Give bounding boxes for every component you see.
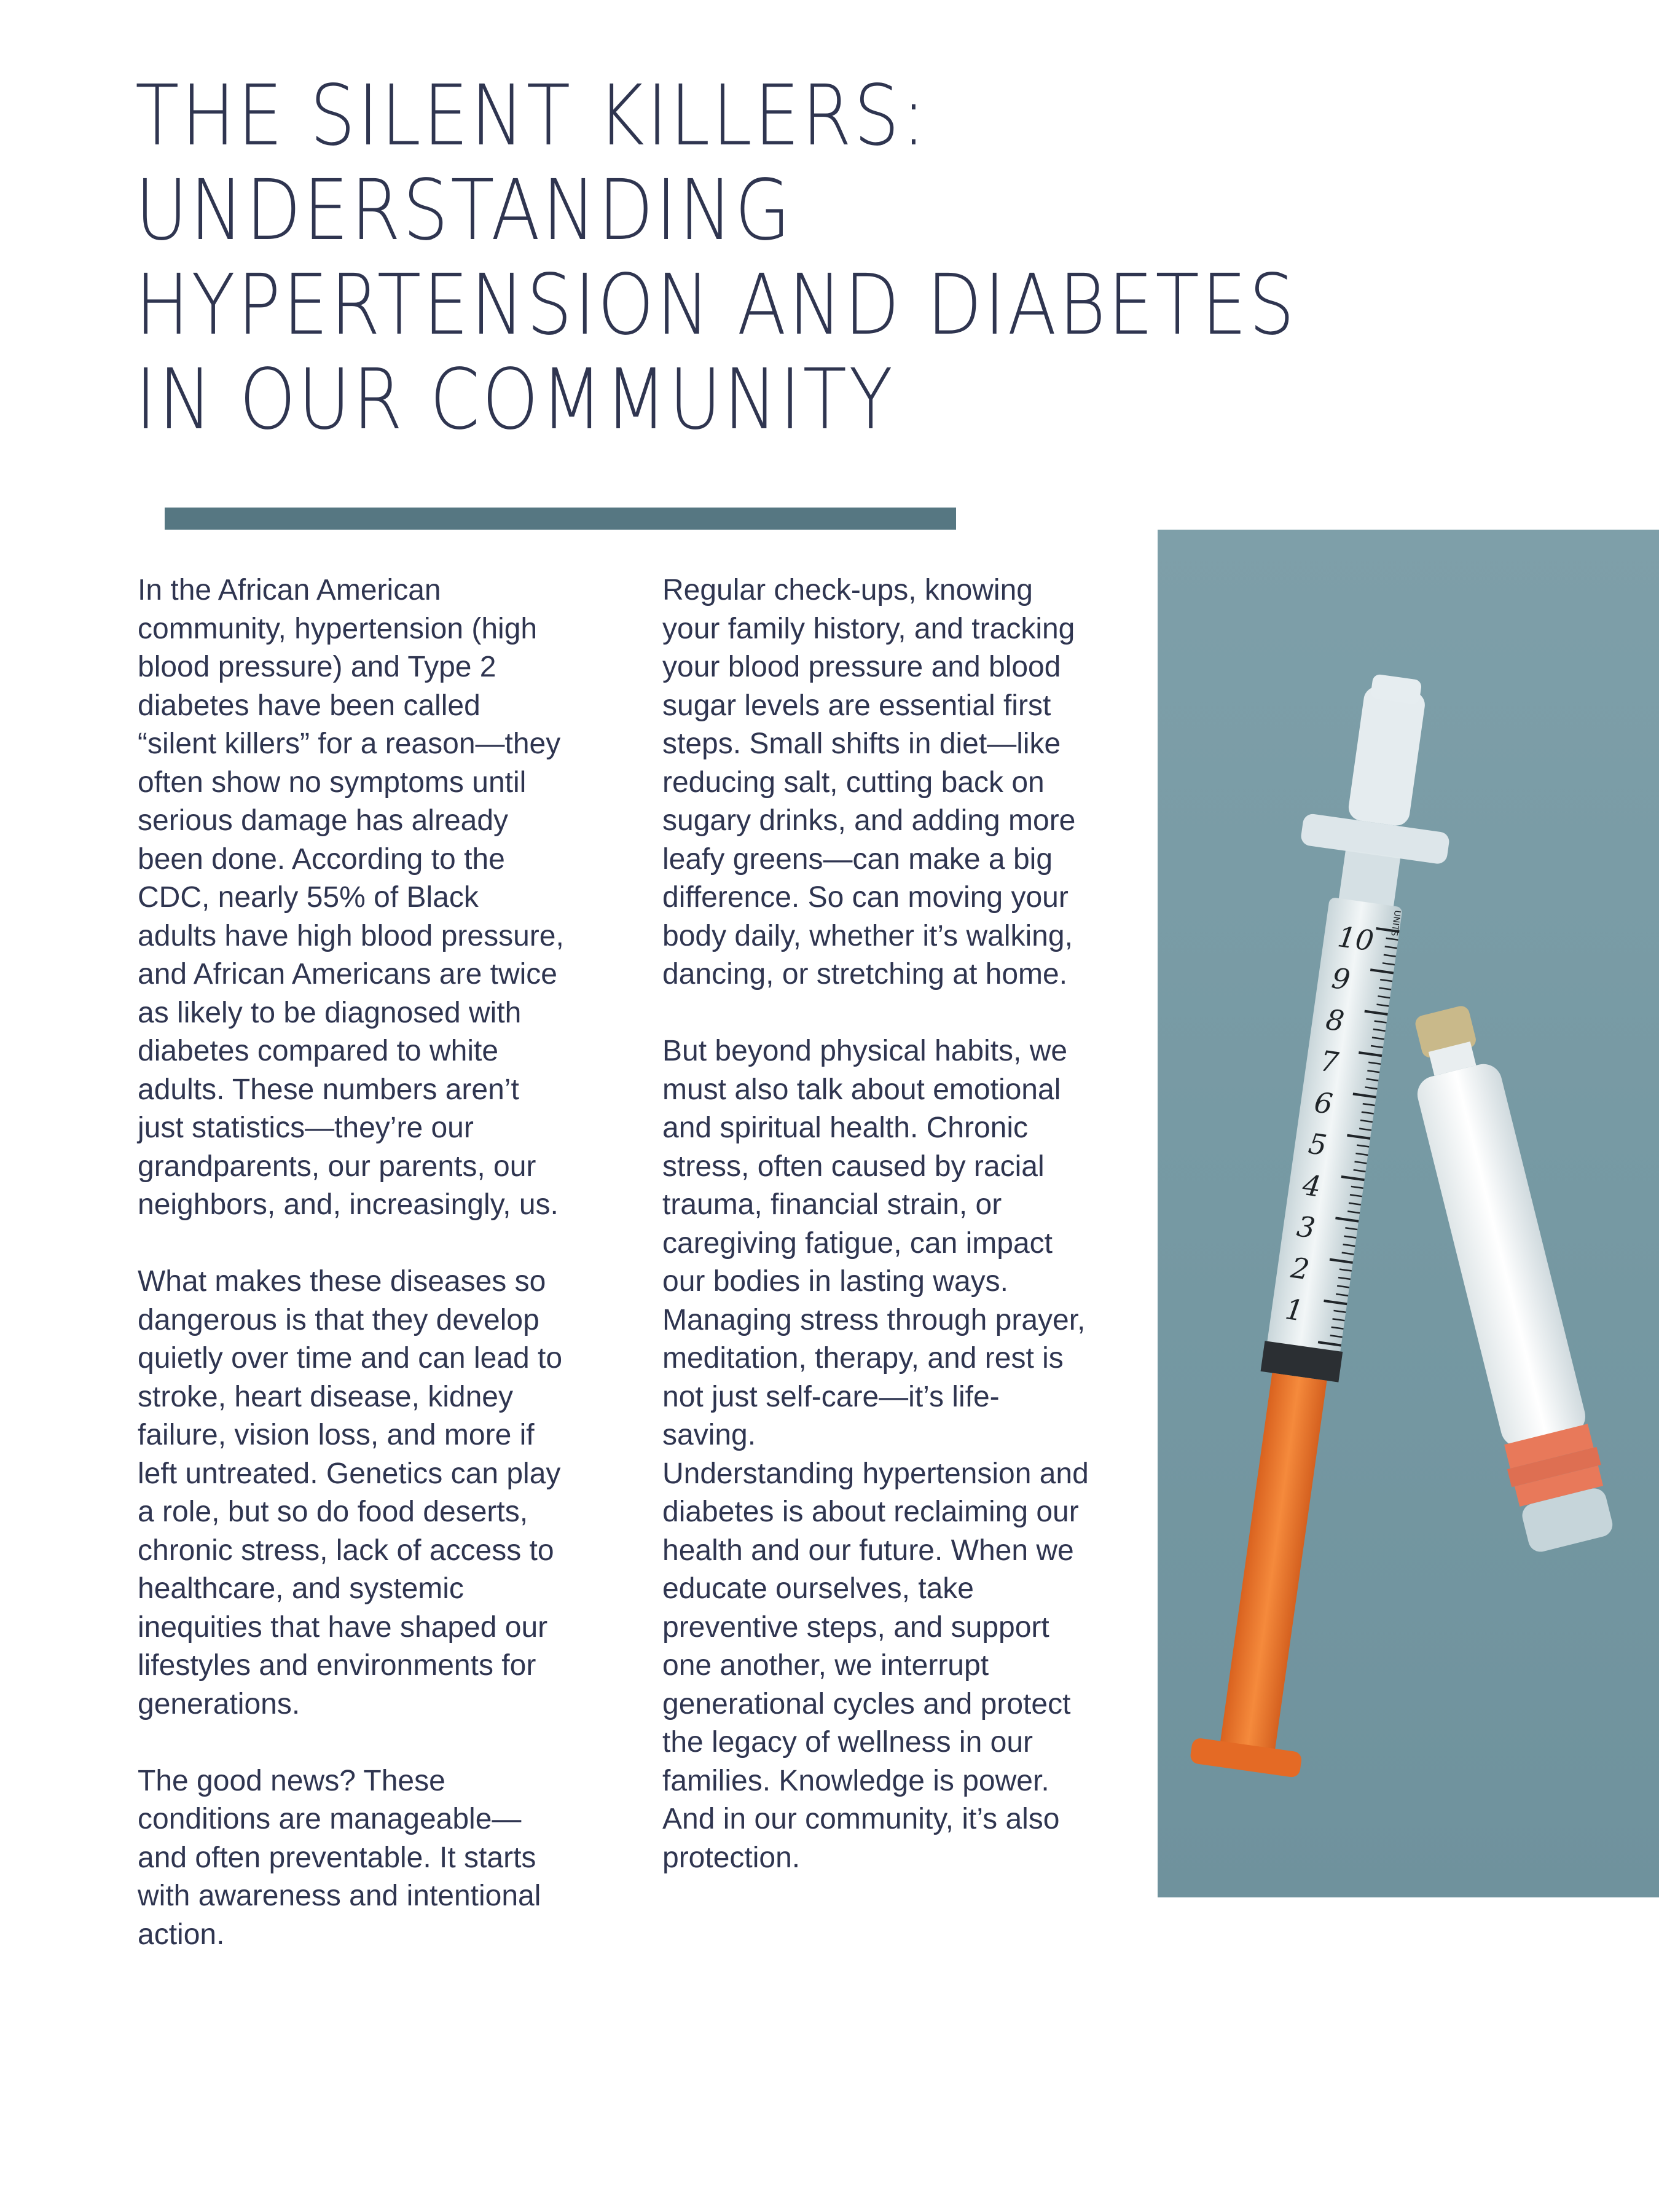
paragraph-1-line: dancing, or stretching at home. [662, 958, 1068, 990]
paragraph-1-line: In the African American [138, 574, 441, 606]
paragraph-3-line: conditions are manageable— [138, 1803, 522, 1835]
paragraph-1-line: community, hypertension (high [138, 612, 538, 645]
paragraph-2-line: quietly over time and can lead to [138, 1342, 563, 1375]
scale-number: 1 [1283, 1292, 1306, 1328]
paragraph-1-line: neighbors, and, increasingly, us. [138, 1188, 559, 1221]
units-label: UNITS [1389, 909, 1403, 937]
paragraph-2-line: left untreated. Genetics can play [138, 1457, 561, 1490]
paragraph-1-line: just statistics—they’re our [138, 1112, 474, 1144]
paragraph-2-line: lifestyles and environments for [138, 1649, 536, 1682]
paragraph-2-line: educate ourselves, take [662, 1572, 974, 1605]
scale-number: 2 [1288, 1250, 1312, 1287]
paragraph-2-line: saving. [662, 1419, 756, 1451]
paragraph-1-line: been done. According to the [138, 842, 505, 876]
paragraph-2-line: must also talk about emotional [662, 1073, 1061, 1106]
paragraph-1-line: diabetes have been called [138, 689, 480, 722]
paragraph-2-line: meditation, therapy, and rest is [662, 1342, 1064, 1375]
paragraph-2-line: families. Knowledge is power. [662, 1764, 1049, 1797]
paragraph-2-line: and spiritual health. Chronic [662, 1112, 1029, 1144]
scale-number: 5 [1306, 1126, 1329, 1163]
scale-number: 8 [1324, 1002, 1347, 1038]
title-line-1: THE SILENT KILLERS: [135, 68, 928, 165]
paragraph-1-line: blood pressure) and Type 2 [138, 651, 496, 683]
title-line-4: IN OUR COMMUNITY [135, 351, 895, 449]
paragraph-1-line: as likely to be diagnosed with [138, 996, 522, 1029]
scale-number: 9 [1330, 961, 1352, 997]
insulin-vial [1395, 1000, 1618, 1555]
syringe-plunger [1220, 1373, 1327, 1752]
paragraph-1-line: difference. So can moving your [662, 881, 1069, 914]
paragraph-1-line: “silent killers” for a reason—they [138, 728, 561, 760]
title-line-3: HYPERTENSION AND DIABETES [135, 257, 1297, 354]
paragraph-2-line: our bodies in lasting ways. [662, 1265, 1008, 1298]
article-column-left [138, 571, 605, 1954]
paragraph-1-line: your family history, and tracking [662, 612, 1075, 645]
paragraph-1-line: Regular check-ups, knowing [662, 574, 1033, 606]
paragraph-1-line: often show no symptoms until [138, 766, 527, 799]
paragraph-1-line: sugar levels are essential first [662, 689, 1051, 722]
syringe-cap [1347, 685, 1427, 828]
scale-number: 10 [1335, 920, 1376, 958]
paragraph-2-line: a role, but so do food deserts, [138, 1496, 528, 1528]
paragraph-1-line: leafy greens—can make a big [662, 842, 1053, 876]
vial-body [1414, 1060, 1590, 1450]
paragraph-2-line: stress, often caused by racial [662, 1150, 1045, 1183]
paragraph-2-line: trauma, financial strain, or [662, 1188, 1002, 1221]
paragraph-1-line: body daily, whether it’s walking, [662, 919, 1073, 952]
paragraph-2-line: healthcare, and systemic [138, 1572, 464, 1605]
paragraph-2-line: caregiving fatigue, can impact [662, 1226, 1053, 1260]
paragraph-2-line: Managing stress through prayer, [662, 1303, 1086, 1336]
page-title [135, 69, 1351, 447]
paragraph-2-line: not just self-care—it’s life- [662, 1380, 1000, 1413]
paragraph-1-line: adults have high blood pressure, [138, 919, 564, 952]
paragraph-3-line: action. [138, 1918, 225, 1951]
paragraph-2-line: generational cycles and protect [662, 1687, 1071, 1720]
paragraph-3-line: and often preventable. It starts [138, 1841, 536, 1874]
scale-number: 4 [1300, 1168, 1324, 1204]
paragraph-2-line: And in our community, it’s also [662, 1803, 1060, 1835]
syringe [1171, 667, 1471, 1781]
paragraph-1-line: steps. Small shifts in diet—like [662, 728, 1061, 760]
scale-number: 6 [1312, 1085, 1335, 1121]
syringe-photo [1158, 530, 1659, 1897]
paragraph-2-line: preventive steps, and support [662, 1610, 1049, 1644]
paragraph-2-line: generations. [138, 1687, 300, 1720]
title-accent-bar [165, 508, 956, 530]
paragraph-1-line: CDC, nearly 55% of Black [138, 881, 479, 914]
paragraph-1-line: reducing salt, cutting back on [662, 766, 1045, 799]
syringe-illustration [1158, 530, 1659, 1897]
paragraph-1-line: and African Americans are twice [138, 958, 557, 990]
paragraph-1-line: diabetes compared to white [138, 1035, 499, 1067]
paragraph-2-line: What makes these diseases so [138, 1265, 546, 1298]
paragraph-2-line: health and our future. When we [662, 1534, 1074, 1567]
paragraph-1-line: adults. These numbers aren’t [138, 1073, 519, 1106]
paragraph-2-line: diabetes is about reclaiming our [662, 1496, 1079, 1528]
paragraph-2-line: the legacy of wellness in our [662, 1726, 1033, 1759]
paragraph-2-line: But beyond physical habits, we [662, 1035, 1068, 1067]
paragraph-1-line: your blood pressure and blood [662, 651, 1061, 683]
paragraph-1-line: serious damage has already [138, 804, 509, 837]
paragraph-2-line: Understanding hypertension and [662, 1457, 1089, 1490]
paragraph-2-line: one another, we interrupt [662, 1649, 989, 1682]
paragraph-2-line: failure, vision loss, and more if [138, 1419, 535, 1451]
scale-number: 7 [1318, 1044, 1341, 1080]
paragraph-3-line: The good news? These [138, 1764, 445, 1797]
paragraph-1-line: sugary drinks, and adding more [662, 804, 1076, 837]
paragraph-2-line: inequities that have shaped our [138, 1610, 548, 1644]
paragraph-2-line: stroke, heart disease, kidney [138, 1380, 513, 1413]
title-line-2: UNDERSTANDING [135, 162, 793, 259]
paragraph-3-line: with awareness and intentional [138, 1880, 541, 1912]
paragraph-2-line: chronic stress, lack of access to [138, 1534, 554, 1567]
paragraph-2-line: dangerous is that they develop [138, 1303, 539, 1336]
scale-number: 3 [1295, 1209, 1317, 1245]
article-column-right [662, 571, 1129, 1877]
paragraph-1-line: grandparents, our parents, our [138, 1150, 536, 1183]
paragraph-2-line: protection. [662, 1841, 801, 1874]
